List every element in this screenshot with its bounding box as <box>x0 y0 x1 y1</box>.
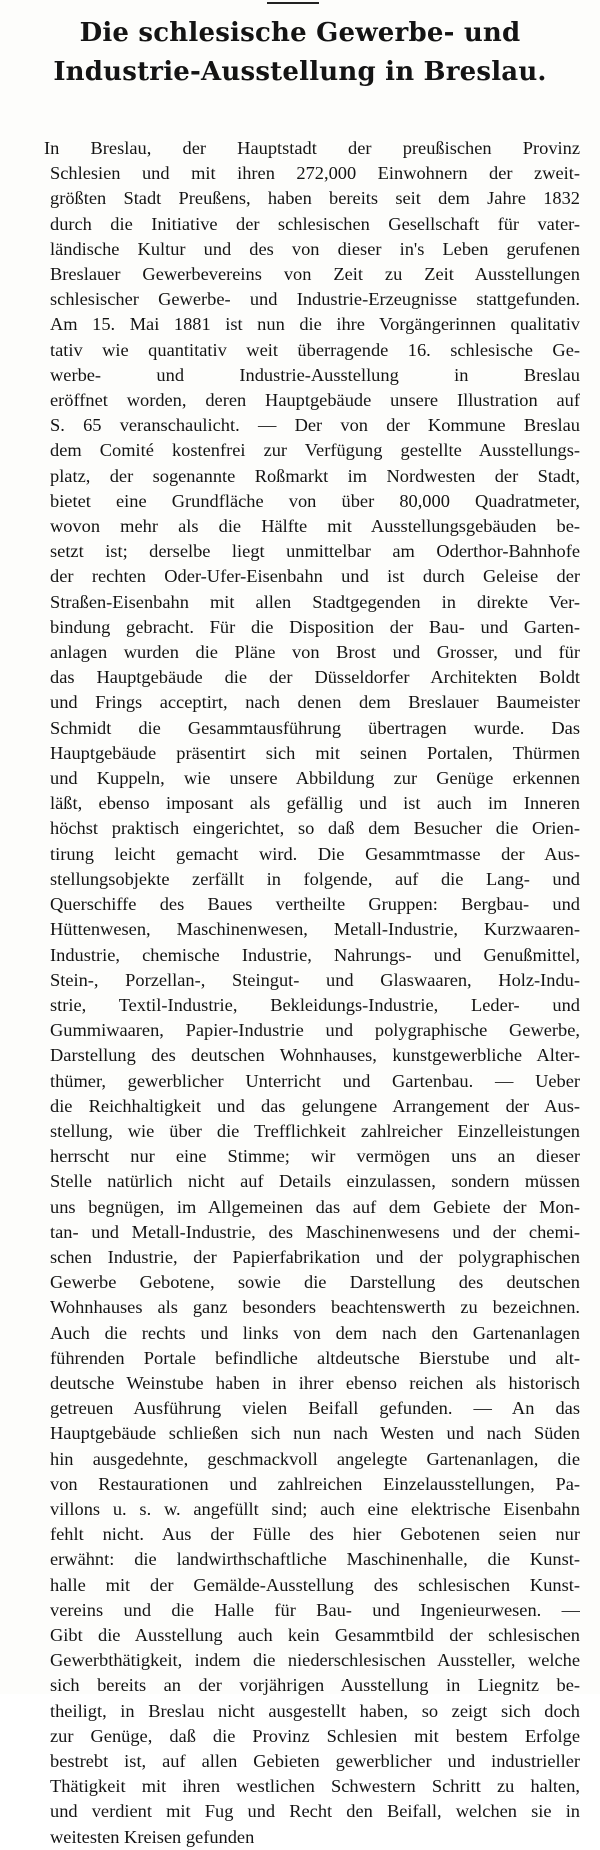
body-line: bietet eine Grundfläche von über 80,000 Quadratmeter, <box>50 490 580 511</box>
body-line: vereins und die Halle für Bau- und Ingenieurwesen. — <box>50 1599 580 1620</box>
body-line: In Breslau, der Hauptstadt der preußischen Provinz <box>44 138 580 158</box>
body-line: höchst praktisch eingerichtet, so daß dem Besucher die Orien- <box>50 818 580 839</box>
body-line: größten Stadt Preußens, haben bereits seit dem Jahre 1832 <box>50 188 580 209</box>
body-line: ländische Kultur und des von dieser in's Leben gerufenen <box>50 238 580 259</box>
body-line: Schlesien und mit ihren 272,000 Einwohnern der zweit- <box>50 163 580 184</box>
body-line: Gewerbe Gebotene, sowie die Darstellung des deutschen <box>50 1272 580 1293</box>
body-line: eröffnet worden, deren Hauptgebäude unsere Illustration auf <box>50 390 580 411</box>
body-line: das Hauptgebäude die der Düsseldorfer Architekten Boldt <box>50 667 580 688</box>
body-line: platz, der sogenannte Roßmarkt im Nordwesten der Stadt, <box>50 465 580 486</box>
body-line: tan- und Metall-Industrie, des Maschinenwesens und der chemi- <box>50 1221 580 1242</box>
body-line: getreuen Ausführung vielen Beifall gefunden. — An das <box>50 1398 580 1419</box>
body-line: läßt, ebenso imposant als gefällig und ist auch im Inneren <box>50 793 580 814</box>
body-line: zur Genüge, daß die Provinz Schlesien mit bestem Erfolge <box>50 1725 580 1746</box>
body-line: von Restaurationen und zahlreichen Einzelausstellungen, Pa- <box>50 1473 580 1494</box>
body-line: schen Industrie, der Papierfabrikation und der polygraphischen <box>50 1246 580 1267</box>
body-line: halle mit der Gemälde-Ausstellung des schlesischen Kunst- <box>50 1574 580 1595</box>
body-line: Schmidt die Gesammtausführung übertragen wurde. Das <box>50 717 580 738</box>
body-line: S. 65 veranschaulicht. — Der von der Kommune Breslau <box>50 415 580 436</box>
body-line: führenden Portale befindliche altdeutsche Bierstube und alt- <box>50 1347 580 1368</box>
body-line: Gewerbthätigkeit, indem die niederschlesischen Aussteller, welche <box>50 1650 580 1671</box>
body-line: sich bereits an der vorjährigen Ausstellung in Liegnitz be- <box>50 1675 580 1696</box>
body-line: thümer, gewerblicher Unterricht und Gartenbau. — Ueber <box>50 1070 580 1091</box>
body-line: tirung leicht gemacht wird. Die Gesammtmasse der Aus- <box>50 843 580 864</box>
body-line: villons u. s. w. angefüllt sind; auch eine elektrische Eisenbahn <box>50 1498 580 1519</box>
body-line: Auch die rechts und links von dem nach den Gartenanlagen <box>50 1322 580 1343</box>
body-line: bindung gebracht. Für die Disposition der Bau- und Garten- <box>50 616 580 637</box>
top-divider-rule <box>267 2 319 4</box>
body-line: uns begnügen, im Allgemeinen das auf dem Gebiete der Mon- <box>50 1196 580 1217</box>
body-line: Hauptgebäude schließen sich nun nach Westen und nach Süden <box>50 1423 580 1444</box>
body-line: und Frings acceptirt, nach denen dem Breslauer Baumeister <box>50 692 580 713</box>
body-line: herrscht nur eine Stimme; wir vermögen uns an dieser <box>50 1146 580 1167</box>
body-line: Gibt die Ausstellung auch kein Gesammtbild der schlesischen <box>50 1624 580 1645</box>
body-line: Hüttenwesen, Maschinenwesen, Metall-Industrie, Kurzwaaren- <box>50 919 580 940</box>
body-line: theiligt, in Breslau nicht ausgestellt haben, so zeigt sich doch <box>50 1700 580 1721</box>
body-line: Breslauer Gewerbevereins von Zeit zu Zeit Ausstellungen <box>50 264 580 285</box>
body-line: bestrebt ist, auf allen Gebieten gewerblicher und industrieller <box>50 1751 580 1771</box>
body-line: wovon mehr als die Hälfte mit Ausstellungsgebäuden be- <box>50 516 580 537</box>
body-line: und Kuppeln, wie unsere Abbildung zur Genüge erkennen <box>50 768 580 789</box>
body-line: setzt ist; derselbe liegt unmittelbar am Oderthor-Bahnhofe <box>50 541 580 562</box>
body-line: werbe- und Industrie-Ausstellung in Breslau <box>50 364 580 385</box>
article-body <box>22 136 580 1850</box>
body-line: Hauptgebäude präsentirt sich mit seinen Portalen, Thürmen <box>50 742 580 763</box>
body-line: und verdient mit Fug und Recht den Beifall, welchen sie in <box>50 1801 580 1822</box>
body-line: Industrie, chemische Industrie, Nahrungs- und Genußmittel, <box>50 944 580 965</box>
body-line: Querschiffe des Baues vertheilte Gruppen: Bergbau- und <box>50 894 580 915</box>
body-line: schlesischer Gewerbe- und Industrie-Erzeugnisse stattgefunden. <box>50 289 580 310</box>
body-line: Stein-, Porzellan-, Steingut- und Glaswaaren, Holz-Indu- <box>50 969 580 990</box>
article-title: Die schlesische Gewerbe- und Industrie-Ausstellung in Breslau. <box>53 18 547 87</box>
body-line: Thätigkeit mit ihren westlichen Schwestern Schritt zu halten, <box>50 1776 580 1797</box>
body-line: anlagen wurden die Pläne von Brost und Grosser, und für <box>50 642 580 663</box>
body-line: weitesten Kreisen gefunden <box>50 1826 255 1847</box>
body-line: der rechten Oder-Ufer-Eisenbahn und ist durch Geleise der <box>50 566 580 587</box>
body-line: Gummiwaaren, Papier-Industrie und polygraphische Gewerbe, <box>50 1020 580 1041</box>
body-line: stellung, wie über die Trefflichkeit zahlreicher Einzelleistungen <box>50 1120 580 1141</box>
body-line: strie, Textil-Industrie, Bekleidungs-Industrie, Leder- und <box>50 994 580 1015</box>
body-line: Stelle natürlich nicht auf Details einzulassen, sondern müssen <box>50 1171 580 1192</box>
body-line: Darstellung des deutschen Wohnhauses, kunstgewerbliche Alter- <box>50 1045 580 1066</box>
body-line: Wohnhauses als ganz besonders beachtenswerth zu bezeichnen. <box>50 1297 580 1318</box>
body-line: durch die Initiative der schlesischen Gesellschaft für vater- <box>50 213 580 234</box>
body-line: Am 15. Mai 1881 ist nun die ihre Vorgängerinnen qualitativ <box>50 314 580 335</box>
body-line: tativ wie quantitativ weit überragende 16. schlesische Ge- <box>50 339 580 360</box>
body-line: hin ausgedehnte, geschmackvoll angelegte Gartenanlagen, die <box>50 1448 580 1469</box>
body-line: die Reichhaltigkeit und das gelungene Arrangement der Aus- <box>50 1095 580 1116</box>
body-line: fehlt nicht. Aus der Fülle des hier Gebotenen seien nur <box>50 1524 580 1545</box>
body-line: deutsche Weinstube haben in ihrer ebenso reichen als historisch <box>50 1372 580 1393</box>
body-line: stellungsobjekte zerfällt in folgende, auf die Lang- und <box>50 868 580 889</box>
body-line: Straßen-Eisenbahn mit allen Stadtgegenden in direkte Ver- <box>50 591 580 612</box>
body-line: dem Comité kostenfrei zur Verfügung gestellte Ausstellungs- <box>50 440 580 461</box>
article-paragraph <box>22 136 580 1850</box>
body-line: erwähnt: die landwirthschaftliche Maschinenhalle, die Kunst- <box>50 1549 580 1570</box>
